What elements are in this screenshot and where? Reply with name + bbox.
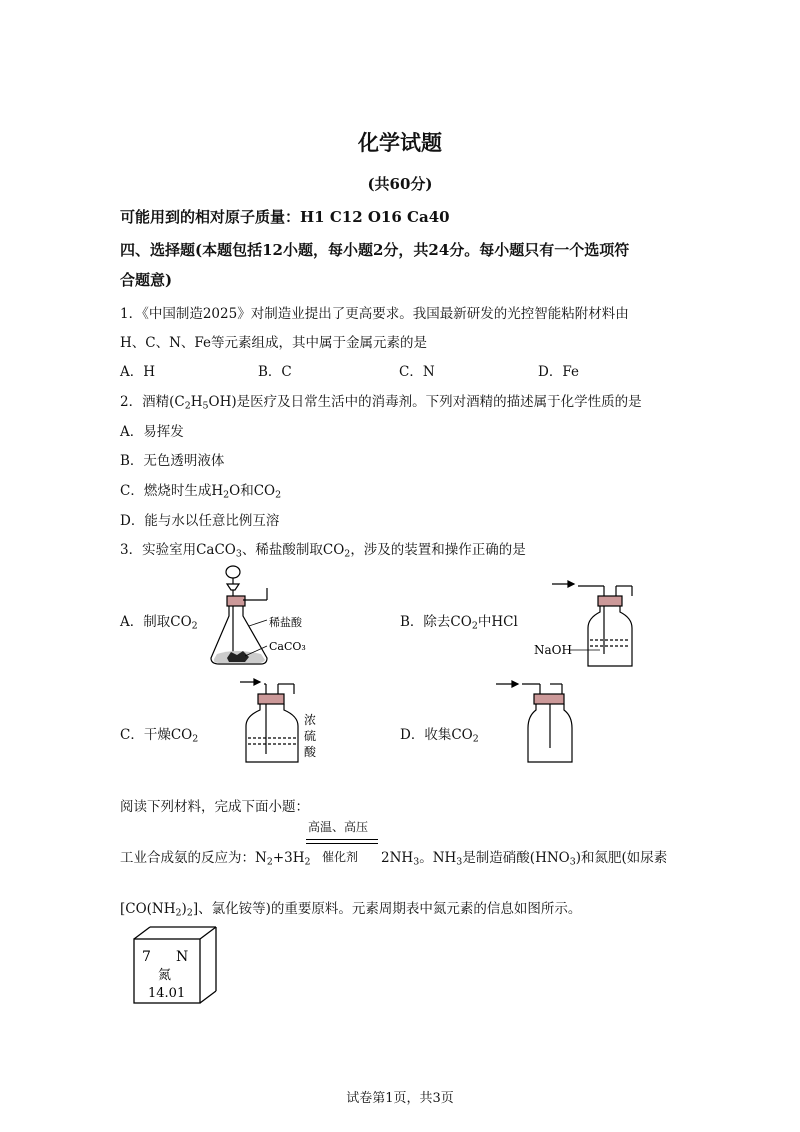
element-symbol: N [176, 949, 189, 965]
label-conc-sulfuric-3: 酸 [304, 745, 317, 759]
reading-intro: 阅读下列材料，完成下面小题： [120, 799, 309, 815]
reaction-condition-top: 高温、高压 [308, 820, 369, 834]
page-subtitle: (共60分) [367, 175, 433, 193]
reaction-condition-bottom: 催化剂 [322, 850, 359, 864]
q1-stem-line2: H、C、N、Fe等元素组成，其中属于金属元素的是 [120, 335, 428, 351]
atomic-mass-line: 可能用到的相对原子质量：H1 C12 O16 Ca40 [120, 208, 450, 226]
element-atomic-number: 7 [142, 949, 151, 965]
q2-option-b: B．无色透明液体 [120, 453, 225, 469]
q3-option-d: D．收集$CO_2$ [400, 727, 479, 745]
label-dilute-hcl: 稀盐酸 [269, 616, 302, 629]
q2-option-c: C．燃烧时生成$H_2O$和$CO_2$ [120, 483, 282, 501]
q2-option-d: D．能与水以任意比例互溶 [120, 513, 280, 529]
q3-option-c: C．干燥$CO_2$ [120, 727, 199, 745]
element-mass: 14.01 [148, 986, 186, 1001]
label-caco3: CaCO₃ [269, 640, 306, 653]
apparatus-d-collect-bottle [492, 676, 582, 768]
q2-stem: 2．酒精$(C_2H_5OH)$是医疗及日常生活中的消毒剂。下列对酒精的描述属于化学性质的是 [120, 394, 642, 412]
q1-option-c: C．N [399, 364, 435, 380]
label-conc-sulfuric-2: 硫 [304, 729, 317, 743]
apparatus-a-flask-diagram [205, 562, 315, 672]
reading-line1-left: 工业合成氨的反应为：$N_2+3H_2$ [120, 850, 311, 868]
section-heading-line2: 合题意) [120, 271, 173, 289]
nitrogen-element-cell [130, 923, 220, 1007]
element-name: 氮 [158, 968, 172, 983]
page-title: 化学试题 [358, 130, 442, 155]
apparatus-c-drying-bottle [236, 676, 326, 768]
label-conc-sulfuric-1: 浓 [304, 713, 317, 727]
reading-line2: $[CO(NH_2)_2]$、氯化铵等)的重要原料。元素周期表中氮元素的信息如图所示。 [120, 901, 582, 919]
q2-option-a: A．易挥发 [120, 424, 184, 440]
q3-option-b: B．除去$CO_2$中HCl [400, 614, 518, 632]
reaction-arrow-line-top [306, 839, 378, 840]
apparatus-b-naoh-bottle [530, 578, 640, 674]
q1-option-a: A．H [120, 364, 156, 380]
section-heading-line1: 四、选择题(本题包括12小题，每小题2分，共24分。每小题只有一个选项符 [120, 241, 630, 259]
q1-option-d: D．Fe [538, 364, 579, 380]
q3-option-a: A．制取$CO_2$ [120, 614, 198, 632]
q1-stem-line1: 1．《中国制造2025》对制造业提出了更高要求。我国最新研发的光控智能粘附材料由 [120, 306, 629, 322]
reading-line1-right: $2NH_3$。$NH_3$是制造硝酸$(HNO_3)$和氮肥(如尿素 [381, 850, 668, 868]
reaction-arrow-line-bottom [306, 843, 378, 844]
q1-option-b: B．C [258, 364, 292, 380]
label-naoh: NaOH [534, 643, 572, 657]
q3-stem: 3．实验室用CaCO$_3$、稀盐酸制取$CO_2$，涉及的装置和操作正确的是 [120, 542, 526, 560]
page-footer: 试卷第1页，共3页 [346, 1091, 454, 1106]
